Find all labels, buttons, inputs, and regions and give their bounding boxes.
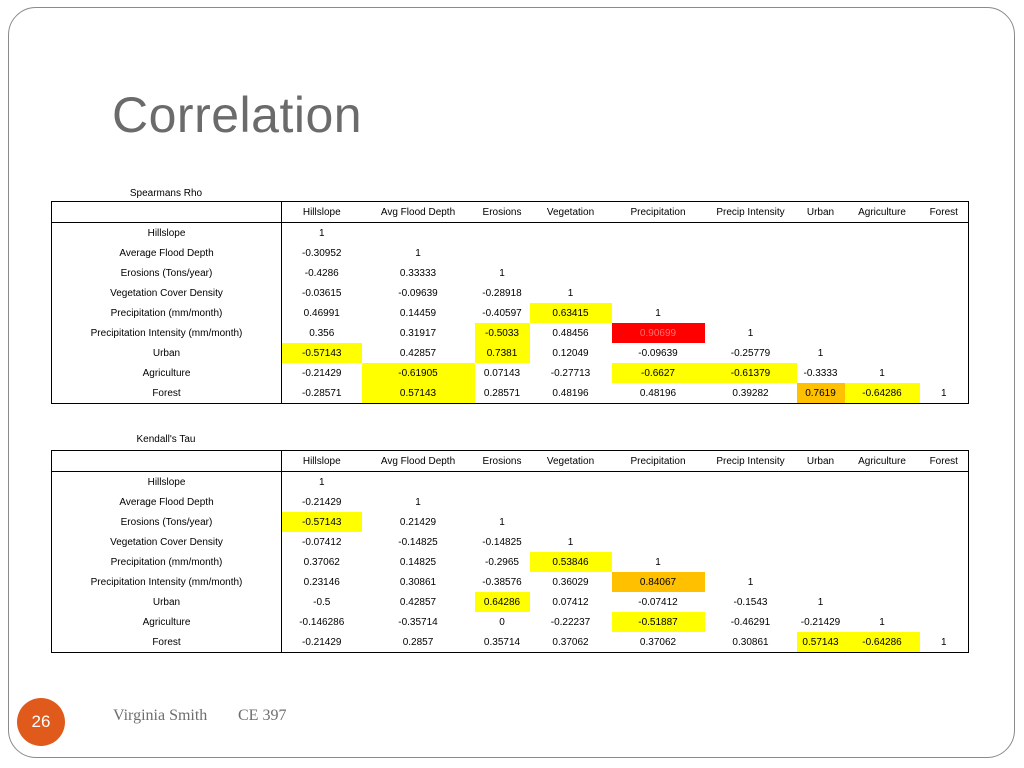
empty-cell bbox=[797, 263, 845, 283]
footer-author: Virginia Smith bbox=[113, 707, 208, 724]
empty-cell bbox=[920, 343, 969, 363]
correlation-cell: -0.64286 bbox=[845, 383, 920, 404]
spearman-caption: Spearmans Rho bbox=[129, 188, 203, 199]
empty-cell bbox=[845, 223, 920, 244]
correlation-cell: -0.21429 bbox=[302, 636, 342, 648]
correlation-cell: 0.21429 bbox=[399, 516, 437, 528]
empty-cell bbox=[845, 263, 920, 283]
row-label: Forest bbox=[52, 632, 282, 653]
correlation-cell: 0.57143 bbox=[797, 632, 845, 653]
empty-cell bbox=[797, 303, 845, 323]
correlation-cell: 0.37062 bbox=[639, 636, 677, 648]
page-number-badge: 26 bbox=[17, 698, 65, 746]
correlation-cell: -0.61905 bbox=[362, 363, 475, 383]
row-label: Hillslope bbox=[52, 472, 282, 493]
empty-cell bbox=[612, 263, 705, 283]
column-header: Avg Flood Depth bbox=[362, 202, 475, 223]
correlation-cell: -0.40597 bbox=[482, 307, 522, 319]
column-header: Precipitation bbox=[612, 202, 705, 223]
row-label: Hillslope bbox=[52, 223, 282, 244]
column-header: Vegetation bbox=[530, 202, 612, 223]
correlation-cell: -0.25779 bbox=[730, 347, 771, 359]
empty-cell bbox=[530, 243, 612, 263]
table-row bbox=[52, 512, 969, 532]
empty-cell bbox=[705, 492, 797, 512]
correlation-cell: 0.35714 bbox=[483, 636, 521, 648]
correlation-cell: 0 bbox=[499, 616, 505, 628]
empty-cell bbox=[612, 223, 705, 244]
empty-cell bbox=[797, 512, 845, 532]
correlation-cell: 0.37062 bbox=[303, 556, 340, 568]
correlation-cell: 1 bbox=[415, 247, 421, 259]
correlation-cell: 0.39282 bbox=[732, 387, 769, 399]
slide-title: Correlation bbox=[112, 87, 363, 143]
correlation-cell: 0.23146 bbox=[303, 576, 340, 588]
correlation-cell: -0.146286 bbox=[299, 616, 345, 628]
column-header: Forest bbox=[920, 202, 969, 223]
empty-cell bbox=[530, 263, 612, 283]
empty-cell bbox=[845, 283, 920, 303]
table-row bbox=[52, 323, 969, 343]
empty-cell bbox=[797, 532, 845, 552]
row-label: Average Flood Depth bbox=[52, 492, 282, 512]
row-label: Precipitation Intensity (mm/month) bbox=[52, 323, 282, 343]
correlation-cell: 0.14459 bbox=[399, 307, 437, 319]
correlation-cell: 1 bbox=[318, 227, 325, 239]
correlation-cell: 0.356 bbox=[309, 327, 335, 339]
correlation-cell: -0.21429 bbox=[302, 367, 342, 379]
row-label: Vegetation Cover Density bbox=[52, 283, 282, 303]
kendall-table bbox=[51, 450, 969, 653]
correlation-cell: 1 bbox=[940, 636, 947, 648]
empty-cell bbox=[845, 472, 920, 493]
empty-cell bbox=[845, 243, 920, 263]
column-header: Precipitation bbox=[612, 451, 705, 472]
row-label: Urban bbox=[52, 343, 282, 363]
empty-cell bbox=[845, 323, 920, 343]
table-row bbox=[52, 303, 969, 323]
correlation-cell: -0.1543 bbox=[733, 596, 768, 608]
column-header: Urban bbox=[797, 202, 845, 223]
empty-cell bbox=[920, 363, 969, 383]
empty-cell bbox=[705, 532, 797, 552]
correlation-cell: -0.61379 bbox=[705, 363, 797, 383]
correlation-cell: -0.21429 bbox=[302, 496, 342, 508]
empty-cell bbox=[920, 492, 969, 512]
correlation-cell: -0.57143 bbox=[282, 512, 362, 532]
correlation-cell: 0.46991 bbox=[303, 307, 340, 319]
correlation-cell: 0.64286 bbox=[475, 592, 530, 612]
empty-cell bbox=[475, 223, 530, 244]
column-header: Forest bbox=[920, 451, 969, 472]
correlation-cell: 0.07412 bbox=[552, 596, 589, 608]
table-row bbox=[52, 552, 969, 572]
correlation-cell: 0.7381 bbox=[475, 343, 530, 363]
table-row bbox=[52, 572, 969, 592]
empty-cell bbox=[920, 263, 969, 283]
correlation-cell: 0.63415 bbox=[530, 303, 612, 323]
correlation-cell: 0.30861 bbox=[399, 576, 437, 588]
empty-cell bbox=[612, 492, 705, 512]
empty-cell bbox=[920, 572, 969, 592]
empty-cell bbox=[920, 592, 969, 612]
column-header: Precip Intensity bbox=[705, 451, 797, 472]
empty-cell bbox=[362, 472, 475, 493]
table-row bbox=[52, 243, 969, 263]
empty-cell bbox=[845, 303, 920, 323]
column-header: Precip Intensity bbox=[705, 202, 797, 223]
correlation-cell: 1 bbox=[655, 307, 661, 319]
empty-cell bbox=[530, 512, 612, 532]
footer-course: CE 397 bbox=[238, 707, 287, 724]
correlation-cell: 0.48196 bbox=[552, 387, 589, 399]
correlation-cell: -0.38576 bbox=[482, 576, 522, 588]
table-row bbox=[52, 612, 969, 632]
correlation-cell: -0.5033 bbox=[475, 323, 530, 343]
table-row bbox=[52, 343, 969, 363]
row-label: Agriculture bbox=[52, 363, 282, 383]
column-header: Agriculture bbox=[845, 202, 920, 223]
empty-cell bbox=[797, 323, 845, 343]
correlation-cell: 1 bbox=[879, 367, 885, 379]
empty-cell bbox=[920, 303, 969, 323]
empty-cell bbox=[920, 283, 969, 303]
empty-cell bbox=[612, 243, 705, 263]
empty-cell bbox=[475, 243, 530, 263]
empty-cell bbox=[845, 532, 920, 552]
column-header: Erosions bbox=[475, 451, 530, 472]
empty-cell bbox=[530, 223, 612, 244]
correlation-cell: 0.31917 bbox=[399, 327, 437, 339]
correlation-cell: -0.64286 bbox=[845, 632, 920, 653]
row-label: Erosions (Tons/year) bbox=[52, 263, 282, 283]
empty-cell bbox=[920, 552, 969, 572]
table-row bbox=[52, 632, 969, 653]
correlation-cell: 1 bbox=[655, 556, 661, 568]
correlation-cell: 0.37062 bbox=[552, 636, 589, 648]
empty-cell bbox=[797, 243, 845, 263]
table-row bbox=[52, 383, 969, 404]
table-row bbox=[52, 472, 969, 493]
empty-cell bbox=[845, 572, 920, 592]
empty-cell bbox=[705, 472, 797, 493]
correlation-cell: 0.42857 bbox=[399, 596, 437, 608]
row-label: Precipitation Intensity (mm/month) bbox=[52, 572, 282, 592]
empty-cell bbox=[797, 223, 845, 244]
empty-cell bbox=[612, 283, 705, 303]
correlation-cell: -0.28571 bbox=[302, 387, 342, 399]
correlation-cell: 1 bbox=[747, 327, 754, 339]
correlation-cell: -0.30952 bbox=[302, 247, 342, 259]
correlation-cell: -0.22237 bbox=[550, 616, 591, 628]
empty-cell bbox=[797, 283, 845, 303]
column-header: Erosions bbox=[475, 202, 530, 223]
table-row bbox=[52, 263, 969, 283]
empty-cell bbox=[920, 472, 969, 493]
correlation-cell: -0.03615 bbox=[302, 287, 342, 299]
correlation-cell: -0.07412 bbox=[302, 536, 342, 548]
table-row bbox=[52, 283, 969, 303]
correlation-cell: 0.12049 bbox=[552, 347, 589, 359]
column-header: Avg Flood Depth bbox=[362, 451, 475, 472]
correlation-cell: -0.28918 bbox=[482, 287, 522, 299]
empty-cell bbox=[475, 472, 530, 493]
row-label: Precipitation (mm/month) bbox=[52, 552, 282, 572]
row-label: Erosions (Tons/year) bbox=[52, 512, 282, 532]
correlation-cell: 0.90699 bbox=[612, 323, 705, 343]
correlation-cell: 1 bbox=[817, 347, 824, 359]
correlation-cell: 0.48456 bbox=[552, 327, 589, 339]
empty-cell bbox=[920, 612, 969, 632]
empty-cell bbox=[612, 472, 705, 493]
empty-cell bbox=[920, 223, 969, 244]
empty-cell bbox=[612, 532, 705, 552]
table-row bbox=[52, 223, 969, 244]
empty-cell bbox=[705, 283, 797, 303]
empty-cell bbox=[920, 512, 969, 532]
empty-cell bbox=[920, 323, 969, 343]
correlation-cell: 1 bbox=[415, 496, 421, 508]
correlation-cell: -0.27713 bbox=[550, 367, 591, 379]
correlation-cell: 0.53846 bbox=[530, 552, 612, 572]
empty-cell bbox=[845, 552, 920, 572]
empty-cell bbox=[705, 263, 797, 283]
spearman-table bbox=[51, 201, 969, 404]
row-label: Urban bbox=[52, 592, 282, 612]
correlation-cell: -0.09639 bbox=[638, 347, 678, 359]
empty-cell bbox=[362, 223, 475, 244]
header-corner bbox=[52, 202, 282, 223]
empty-cell bbox=[705, 512, 797, 532]
empty-cell bbox=[920, 243, 969, 263]
header-row bbox=[52, 202, 969, 223]
table-row bbox=[52, 492, 969, 512]
kendall-caption: Kendall's Tau bbox=[136, 434, 196, 445]
empty-cell bbox=[705, 303, 797, 323]
correlation-cell: 0.57143 bbox=[362, 383, 475, 404]
table-row bbox=[52, 592, 969, 612]
correlation-cell: -0.3333 bbox=[803, 367, 838, 379]
correlation-cell: 0.33333 bbox=[399, 267, 437, 279]
table-row bbox=[52, 532, 969, 552]
correlation-cell: 0.07143 bbox=[483, 367, 521, 379]
correlation-cell: 1 bbox=[567, 536, 574, 548]
row-label: Agriculture bbox=[52, 612, 282, 632]
correlation-cell: 1 bbox=[318, 476, 325, 488]
correlation-cell: 0.36029 bbox=[552, 576, 589, 588]
correlation-cell: -0.14825 bbox=[482, 536, 522, 548]
correlation-cell: -0.5 bbox=[313, 596, 331, 608]
correlation-cell: 1 bbox=[747, 576, 754, 588]
correlation-cell: 1 bbox=[567, 287, 574, 299]
correlation-cell: 0.30861 bbox=[732, 636, 769, 648]
correlation-cell: 0.7619 bbox=[797, 383, 845, 404]
correlation-cell: -0.2965 bbox=[485, 556, 519, 568]
correlation-cell: 1 bbox=[879, 616, 885, 628]
column-header: Hillslope bbox=[282, 202, 362, 223]
empty-cell bbox=[797, 492, 845, 512]
empty-cell bbox=[530, 472, 612, 493]
empty-cell bbox=[845, 343, 920, 363]
row-label: Average Flood Depth bbox=[52, 243, 282, 263]
correlation-cell: 0.84067 bbox=[612, 572, 705, 592]
correlation-cell: -0.4286 bbox=[304, 267, 339, 279]
column-header: Agriculture bbox=[845, 451, 920, 472]
empty-cell bbox=[920, 532, 969, 552]
correlation-cell: -0.14825 bbox=[398, 536, 438, 548]
empty-cell bbox=[797, 572, 845, 592]
row-label: Forest bbox=[52, 383, 282, 404]
column-header: Vegetation bbox=[530, 451, 612, 472]
empty-cell bbox=[705, 552, 797, 572]
empty-cell bbox=[845, 492, 920, 512]
correlation-cell: 1 bbox=[499, 516, 505, 528]
header-corner bbox=[52, 451, 282, 472]
empty-cell bbox=[705, 223, 797, 244]
row-label: Vegetation Cover Density bbox=[52, 532, 282, 552]
empty-cell bbox=[797, 472, 845, 493]
correlation-cell: -0.6627 bbox=[612, 363, 705, 383]
row-label: Precipitation (mm/month) bbox=[52, 303, 282, 323]
correlation-cell: -0.21429 bbox=[800, 616, 841, 628]
correlation-cell: -0.09639 bbox=[398, 287, 438, 299]
empty-cell bbox=[530, 492, 612, 512]
correlation-cell: -0.07412 bbox=[638, 596, 678, 608]
empty-cell bbox=[845, 592, 920, 612]
header-row bbox=[52, 451, 969, 472]
correlation-cell: -0.35714 bbox=[398, 616, 438, 628]
correlation-cell: 0.42857 bbox=[399, 347, 437, 359]
correlation-cell: 0.14825 bbox=[399, 556, 437, 568]
correlation-cell: -0.51887 bbox=[612, 612, 705, 632]
correlation-cell: 1 bbox=[499, 267, 505, 279]
correlation-cell: 1 bbox=[817, 596, 824, 608]
correlation-cell: -0.46291 bbox=[730, 616, 771, 628]
column-header: Hillslope bbox=[282, 451, 362, 472]
empty-cell bbox=[705, 243, 797, 263]
empty-cell bbox=[475, 492, 530, 512]
empty-cell bbox=[612, 512, 705, 532]
empty-cell bbox=[797, 552, 845, 572]
correlation-cell: -0.57143 bbox=[282, 343, 362, 363]
correlation-cell: 0.2857 bbox=[402, 636, 434, 648]
correlation-cell: 0.28571 bbox=[483, 387, 521, 399]
empty-cell bbox=[845, 512, 920, 532]
column-header: Urban bbox=[797, 451, 845, 472]
correlation-cell: 0.48196 bbox=[639, 387, 677, 399]
correlation-cell: 1 bbox=[940, 387, 947, 399]
table-row bbox=[52, 363, 969, 383]
